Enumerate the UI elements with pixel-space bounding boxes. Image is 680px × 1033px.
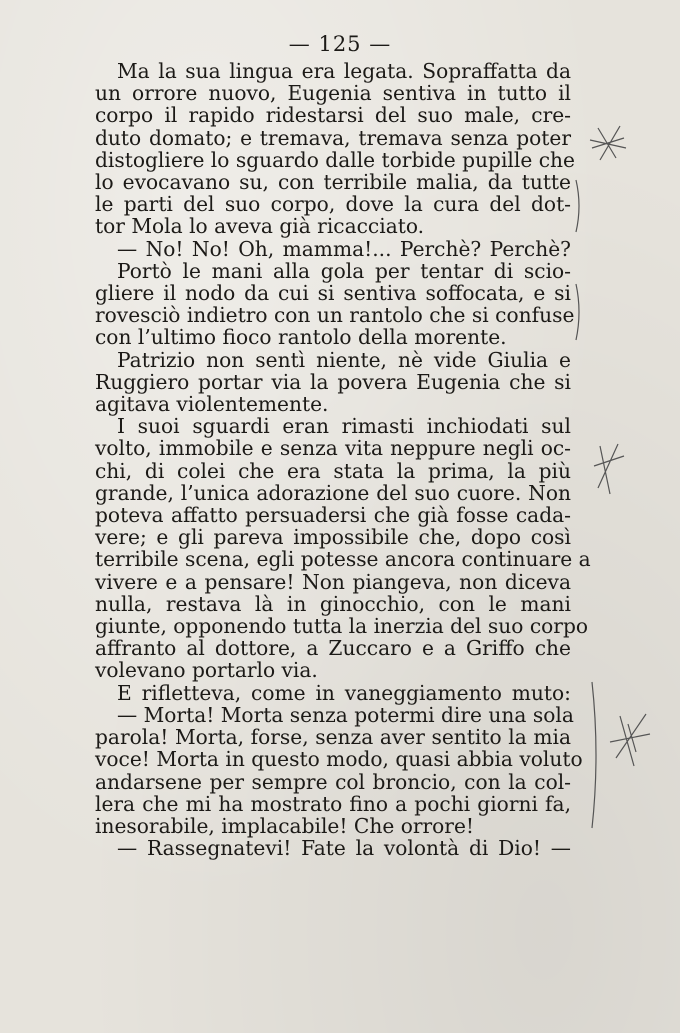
margin-bracket-icon bbox=[590, 680, 602, 830]
text-line: Ruggiero portar via la povera Eugenia che si bbox=[95, 369, 571, 394]
text-line: I suoi sguardi eran rimasti inchiodati sul bbox=[117, 414, 571, 439]
text-line: volto, immobile e senza vita neppure negli oc- bbox=[95, 436, 571, 461]
body-text bbox=[95, 59, 591, 861]
text-line: vere; e gli pareva impossibile che, dopo così bbox=[95, 525, 571, 550]
text-line: poteva affatto persuadersi che già fosse cada- bbox=[95, 503, 571, 528]
text-line: rovesciò indietro con un rantolo che si confuse bbox=[95, 303, 575, 328]
text-line: Portò le mani alla gola per tentar di scio- bbox=[117, 258, 571, 283]
text-line: lera che mi ha mostrato fino a pochi giorni fa, bbox=[95, 791, 571, 816]
text-line: terribile scena, egli potesse ancora continuare a bbox=[95, 547, 591, 572]
text-line: tor Mola lo aveva già ricacciato. bbox=[95, 214, 425, 239]
text-line: un orrore nuovo, Eugenia sentiva in tutto il bbox=[95, 81, 571, 106]
text-line: nulla, restava là in ginocchio, con le mani bbox=[95, 591, 571, 616]
margin-bracket-icon bbox=[574, 282, 584, 342]
text-line: le parti del suo corpo, dove la cura del dot- bbox=[95, 192, 571, 217]
text-line: giunte, opponendo tutta la inerzia del suo corpo bbox=[95, 614, 589, 639]
text-line: Patrizio non sentì niente, nè vide Giulia e bbox=[117, 347, 571, 372]
margin-asterisk-icon bbox=[586, 118, 630, 166]
margin-bracket-icon bbox=[574, 178, 584, 234]
page-number: — 125 — bbox=[288, 32, 392, 56]
text-line: inesorabile, implacabile! Che orrore! bbox=[95, 813, 475, 838]
text-line: grande, l’unica adorazione del suo cuore. Non bbox=[95, 480, 571, 505]
text-line: affranto al dottore, a Zuccaro e a Griffo che bbox=[95, 636, 571, 661]
text-line: duto domato; e tremava, tremava senza poter bbox=[95, 125, 571, 150]
text-line: — No! No! Oh, mamma!... Perchè? Perchè? bbox=[117, 236, 571, 261]
text-line: corpo il rapido ridestarsi del suo male, cre- bbox=[95, 103, 571, 128]
text-line: con l’ultimo fioco rantolo della morente. bbox=[95, 325, 507, 350]
text-line: gliere il nodo da cui si sentiva soffocata, e si bbox=[95, 281, 571, 306]
margin-cross-icon bbox=[588, 438, 628, 498]
text-line: parola! Morta, forse, senza aver sentito la mia bbox=[95, 725, 571, 750]
text-line: volevano portarlo via. bbox=[95, 658, 318, 683]
text-line: Ma la sua lingua era legata. Sopraffatta da bbox=[117, 59, 571, 83]
text-line: — Rassegnatevi! Fate la volontà di Dio! — bbox=[117, 836, 571, 861]
margin-asterisk-icon bbox=[606, 706, 654, 770]
text-line: chi, di colei che era stata la prima, la più bbox=[95, 458, 571, 483]
text-line: — Morta! Morta senza potermi dire una sola bbox=[117, 702, 574, 727]
text-line: lo evocavano su, con terribile malia, da tutte bbox=[95, 170, 571, 195]
text-line: agitava violentemente. bbox=[95, 392, 329, 417]
text-line: vivere e a pensare! Non piangeva, non diceva bbox=[95, 569, 571, 594]
text-line: distogliere lo sguardo dalle torbide pupille che bbox=[95, 147, 575, 172]
text-line: voce! Morta in questo modo, quasi abbia voluto bbox=[95, 747, 583, 772]
text-line: E rifletteva, come in vaneggiamento muto: bbox=[117, 680, 571, 705]
text-line: andarsene per sempre col broncio, con la col- bbox=[95, 769, 571, 794]
